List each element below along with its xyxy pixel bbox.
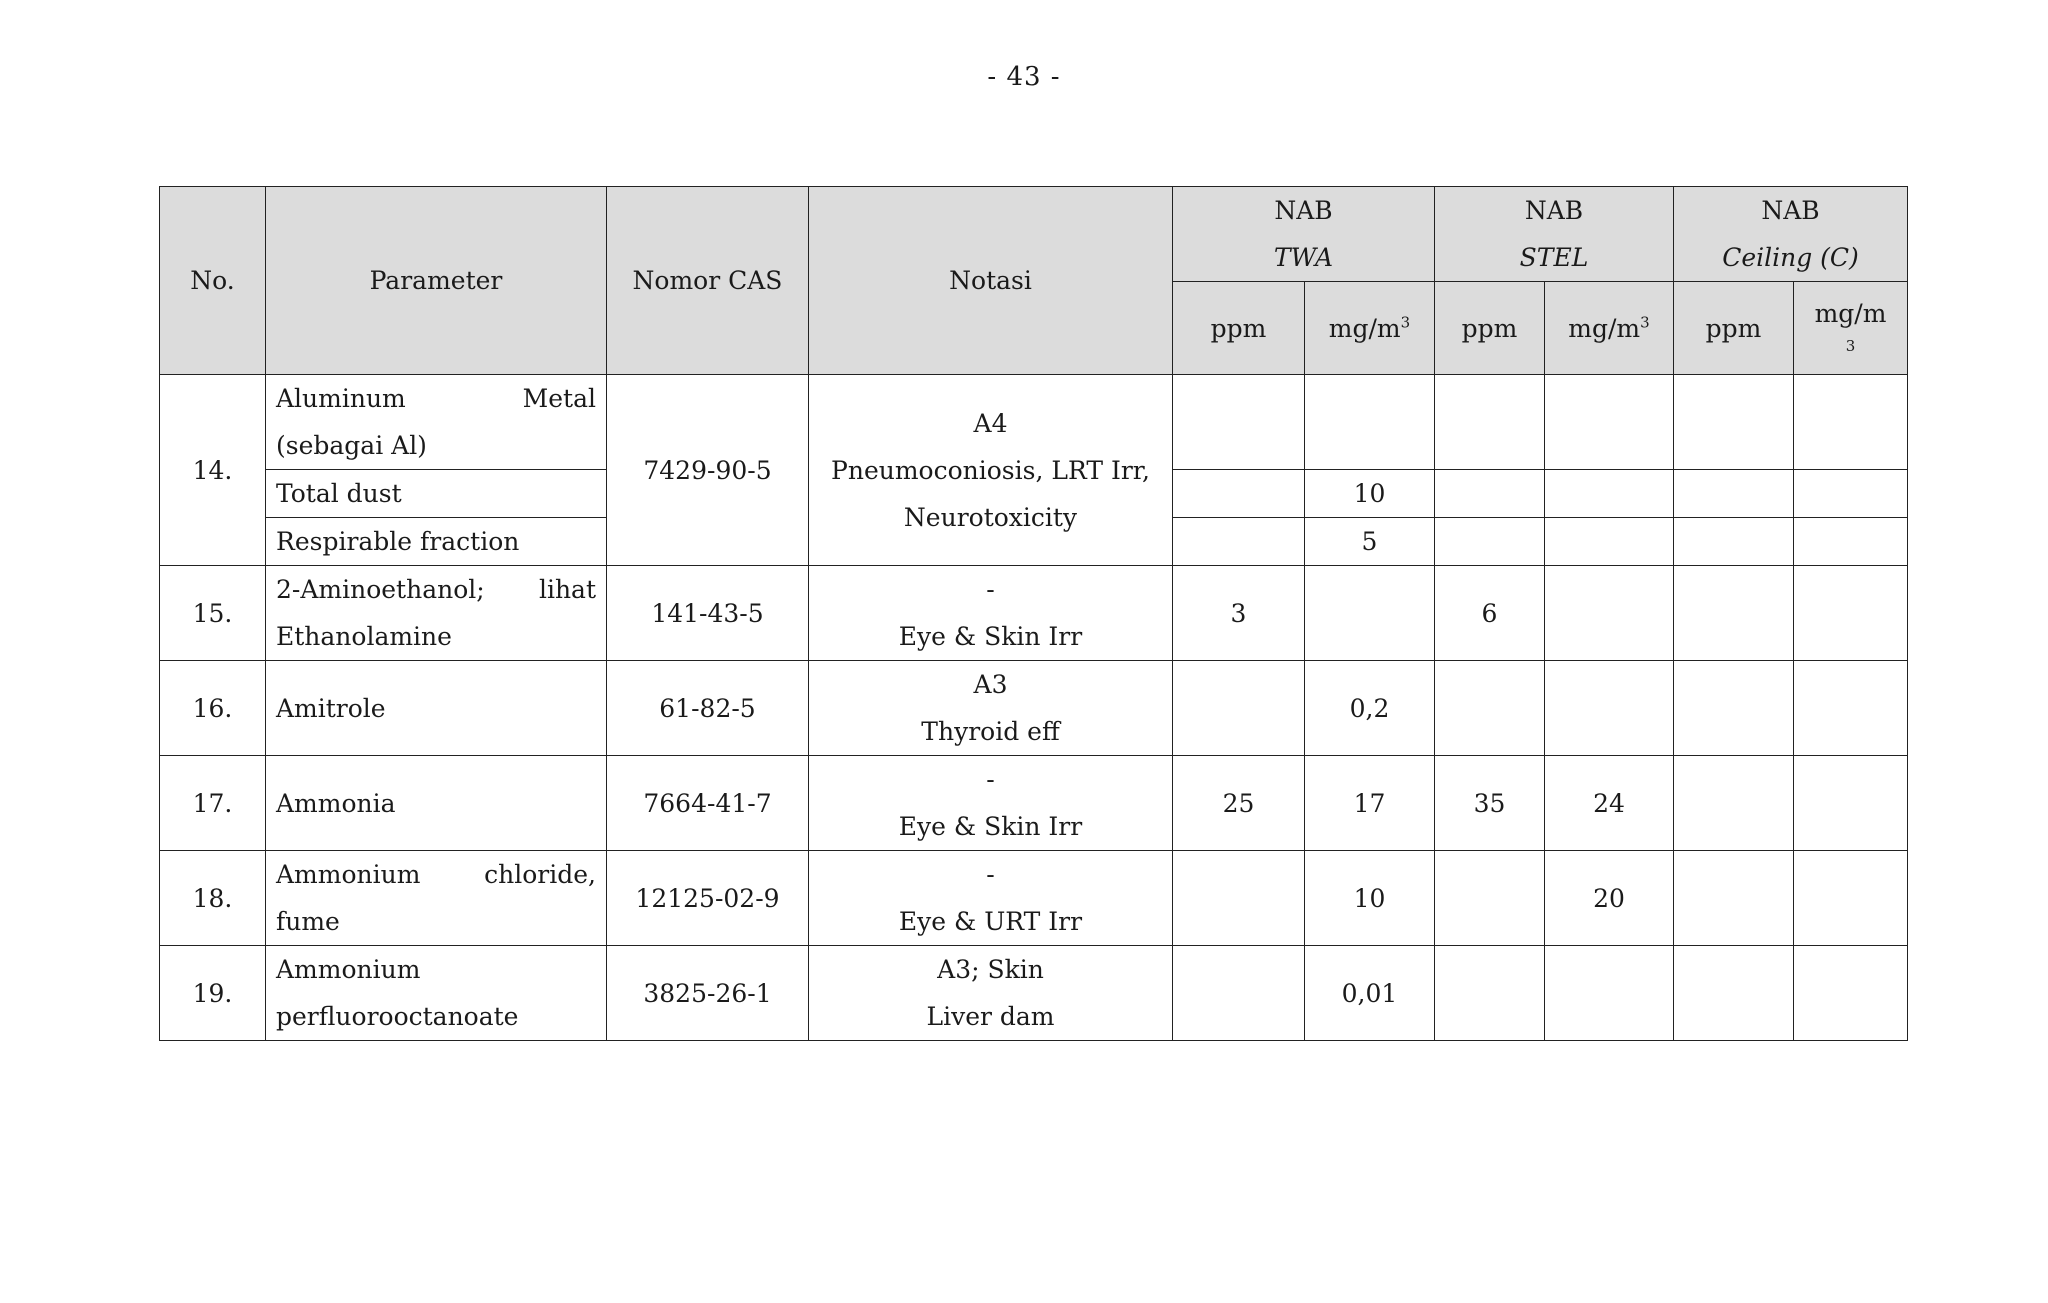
cell-ceiling-mgm bbox=[1794, 375, 1908, 470]
cell-ceiling-mgm bbox=[1794, 661, 1908, 756]
param-line: Ammonium bbox=[276, 955, 421, 984]
cell-stel-ppm bbox=[1435, 661, 1545, 756]
header-nab-twa bbox=[1173, 187, 1435, 282]
cell-twa-mgm bbox=[1305, 566, 1435, 661]
cell-twa-mgm: 17 bbox=[1305, 756, 1435, 851]
unit-mgm: mg/m bbox=[1328, 313, 1401, 343]
notasi-line: A4 bbox=[973, 408, 1008, 438]
cell-stel-ppm bbox=[1435, 851, 1545, 946]
table-row-16 bbox=[160, 661, 1908, 756]
header-stel-ppm: ppm bbox=[1435, 282, 1545, 375]
unit-mgm: mg/m bbox=[1568, 313, 1641, 343]
cell-twa-ppm bbox=[1173, 851, 1305, 946]
header-twa-mgm bbox=[1305, 282, 1435, 375]
cell-parameter bbox=[266, 946, 607, 1041]
unit-sup: 3 bbox=[1640, 313, 1650, 332]
cell-ceiling-ppm bbox=[1674, 851, 1794, 946]
cell-ceiling-mgm bbox=[1794, 851, 1908, 946]
header-parameter: Parameter bbox=[266, 187, 607, 375]
cell-stel-mgm bbox=[1545, 375, 1674, 470]
cell-no: 14. bbox=[160, 375, 266, 566]
param-line: 2-Aminoethanol; lihat bbox=[276, 575, 596, 604]
param-line: perfluorooctanoate bbox=[276, 1002, 519, 1031]
table-row-14 bbox=[160, 375, 1908, 470]
cell-stel-mgm: 20 bbox=[1545, 851, 1674, 946]
header-row-1 bbox=[160, 187, 1908, 282]
cell-cas: 7429-90-5 bbox=[607, 375, 809, 566]
cell-no: 16. bbox=[160, 661, 266, 756]
param-line: fume bbox=[276, 907, 340, 936]
header-notasi: Notasi bbox=[809, 187, 1173, 375]
cell-ceiling-ppm bbox=[1674, 946, 1794, 1041]
cell-twa-ppm bbox=[1173, 375, 1305, 470]
cell-twa-mgm: 5 bbox=[1305, 518, 1435, 566]
cell-stel-mgm: 24 bbox=[1545, 756, 1674, 851]
cell-stel-mgm bbox=[1545, 470, 1674, 518]
cell-ceiling-ppm bbox=[1674, 470, 1794, 518]
cell-no: 18. bbox=[160, 851, 266, 946]
cell-twa-ppm: 25 bbox=[1173, 756, 1305, 851]
cell-parameter: Respirable fraction bbox=[266, 518, 607, 566]
param-line: Ethanolamine bbox=[276, 622, 452, 651]
header-nab-stel-label: NAB bbox=[1524, 196, 1584, 225]
cell-ceiling-mgm bbox=[1794, 518, 1908, 566]
page-number: - 43 - bbox=[987, 62, 1061, 92]
cell-ceiling-mgm bbox=[1794, 470, 1908, 518]
cell-twa-ppm: 3 bbox=[1173, 566, 1305, 661]
cell-stel-ppm bbox=[1435, 470, 1545, 518]
cell-parameter: Ammonia bbox=[266, 756, 607, 851]
notasi-line: Eye & Skin Irr bbox=[898, 812, 1083, 841]
notasi-line: A3; Skin bbox=[937, 955, 1044, 984]
cell-twa-ppm bbox=[1173, 946, 1305, 1041]
header-nab-twa-label: NAB bbox=[1274, 196, 1333, 225]
cell-cas: 61-82-5 bbox=[607, 661, 809, 756]
cell-twa-ppm bbox=[1173, 470, 1305, 518]
cell-cas: 3825-26-1 bbox=[607, 946, 809, 1041]
nab-table bbox=[159, 186, 1908, 1041]
param-line: (sebagai Al) bbox=[276, 431, 427, 460]
param-line: Aluminum Metal bbox=[276, 384, 596, 413]
notasi-line: Thyroid eff bbox=[921, 717, 1060, 746]
cell-notasi bbox=[809, 566, 1173, 661]
notasi-line: - bbox=[986, 575, 995, 604]
header-cas: Nomor CAS bbox=[607, 187, 809, 375]
cell-no: 19. bbox=[160, 946, 266, 1041]
notasi-line: - bbox=[986, 765, 995, 794]
cell-notasi bbox=[809, 756, 1173, 851]
cell-stel-ppm: 35 bbox=[1435, 756, 1545, 851]
cell-twa-ppm bbox=[1173, 518, 1305, 566]
cell-parameter bbox=[266, 375, 607, 470]
cell-twa-mgm: 0,01 bbox=[1305, 946, 1435, 1041]
header-nab-stel bbox=[1435, 187, 1674, 282]
header-stel-mgm bbox=[1545, 282, 1674, 375]
cell-stel-mgm bbox=[1545, 566, 1674, 661]
cell-ceiling-mgm bbox=[1794, 946, 1908, 1041]
cell-no: 15. bbox=[160, 566, 266, 661]
cell-no: 17. bbox=[160, 756, 266, 851]
notasi-line: Eye & Skin Irr bbox=[898, 622, 1083, 651]
cell-cas: 7664-41-7 bbox=[607, 756, 809, 851]
cell-notasi bbox=[809, 851, 1173, 946]
cell-parameter bbox=[266, 566, 607, 661]
table-row-19 bbox=[160, 946, 1908, 1041]
unit-sup: 3 bbox=[1400, 313, 1411, 332]
cell-stel-ppm bbox=[1435, 518, 1545, 566]
table-row-15 bbox=[160, 566, 1908, 661]
header-ceiling-ppm: ppm bbox=[1674, 282, 1794, 375]
header-nab-ceiling bbox=[1674, 187, 1908, 282]
header-nab-ceiling-label: NAB bbox=[1761, 196, 1820, 225]
cell-ceiling-ppm bbox=[1674, 756, 1794, 851]
table-row-18 bbox=[160, 851, 1908, 946]
cell-ceiling-mgm bbox=[1794, 566, 1908, 661]
unit-mgm-wrapped: mg/m bbox=[1814, 299, 1887, 328]
header-no: No. bbox=[160, 187, 266, 375]
cell-ceiling-mgm bbox=[1794, 756, 1908, 851]
notasi-line: Liver dam bbox=[926, 1002, 1055, 1031]
notasi-line: Eye & URT Irr bbox=[898, 907, 1083, 936]
cell-twa-mgm: 10 bbox=[1305, 470, 1435, 518]
cell-cas: 141-43-5 bbox=[607, 566, 809, 661]
cell-stel-ppm bbox=[1435, 375, 1545, 470]
notasi-line: A3 bbox=[973, 670, 1008, 699]
cell-twa-ppm bbox=[1173, 661, 1305, 756]
cell-ceiling-ppm bbox=[1674, 375, 1794, 470]
table-row-17 bbox=[160, 756, 1908, 851]
header-ceiling-mgm bbox=[1794, 282, 1908, 375]
cell-stel-ppm bbox=[1435, 946, 1545, 1041]
cell-ceiling-ppm bbox=[1674, 661, 1794, 756]
header-ceiling-label: Ceiling (C) bbox=[1722, 243, 1859, 272]
cell-notasi bbox=[809, 375, 1173, 566]
cell-ceiling-ppm bbox=[1674, 566, 1794, 661]
header-stel-label: STEL bbox=[1519, 243, 1589, 272]
notasi-line: Pneumoconiosis, LRT Irr, bbox=[831, 455, 1150, 485]
cell-cas: 12125-02-9 bbox=[607, 851, 809, 946]
cell-parameter bbox=[266, 851, 607, 946]
cell-twa-mgm: 10 bbox=[1305, 851, 1435, 946]
cell-stel-mgm bbox=[1545, 946, 1674, 1041]
notasi-line: Neurotoxicity bbox=[903, 502, 1078, 532]
cell-twa-mgm bbox=[1305, 375, 1435, 470]
cell-ceiling-ppm bbox=[1674, 518, 1794, 566]
cell-parameter: Amitrole bbox=[266, 661, 607, 756]
notasi-line: - bbox=[986, 860, 995, 889]
cell-twa-mgm: 0,2 bbox=[1305, 661, 1435, 756]
cell-stel-mgm bbox=[1545, 518, 1674, 566]
header-twa-ppm: ppm bbox=[1173, 282, 1305, 375]
header-twa-label: TWA bbox=[1273, 243, 1334, 272]
cell-notasi bbox=[809, 946, 1173, 1041]
unit-sup-wrapped: 3 bbox=[1845, 337, 1856, 355]
cell-stel-mgm bbox=[1545, 661, 1674, 756]
cell-stel-ppm: 6 bbox=[1435, 566, 1545, 661]
cell-parameter: Total dust bbox=[266, 470, 607, 518]
cell-notasi bbox=[809, 661, 1173, 756]
param-line: Ammonium chloride, bbox=[276, 860, 596, 889]
